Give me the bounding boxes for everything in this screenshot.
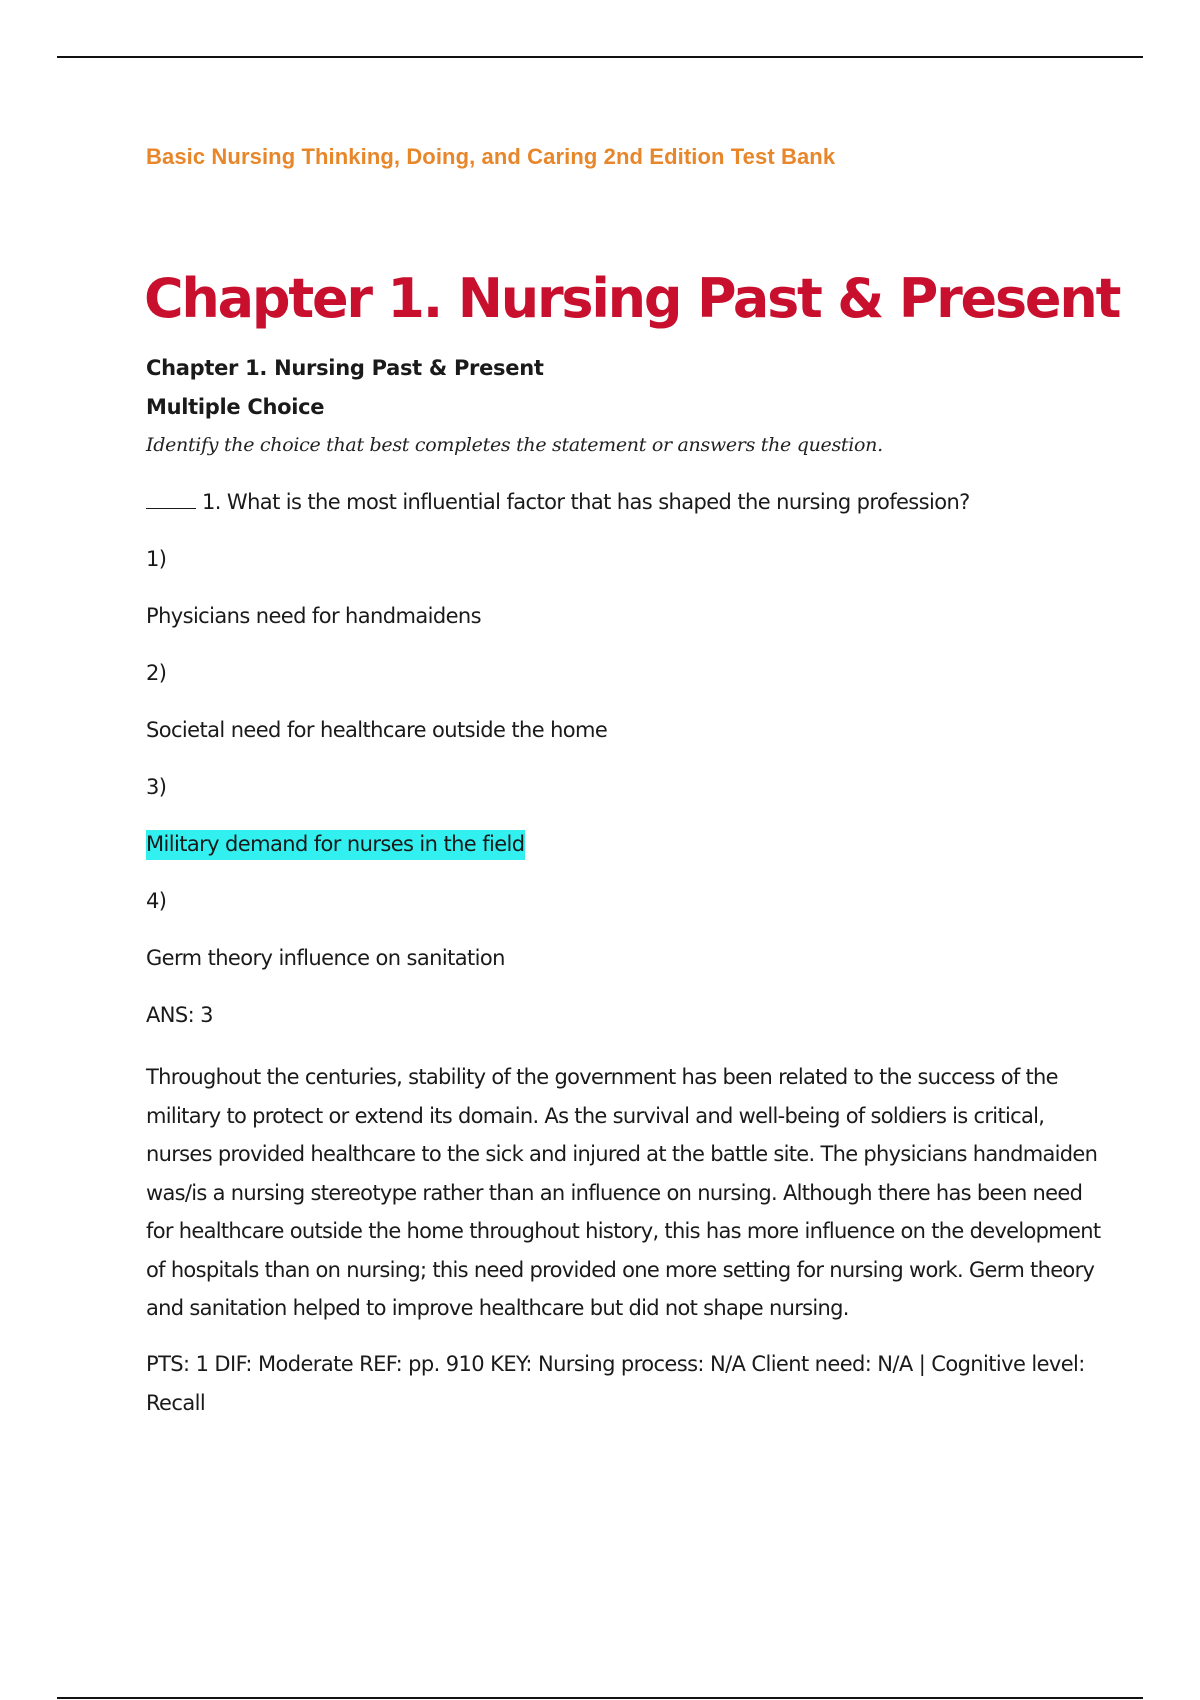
book-title: Basic Nursing Thinking, Doing, and Caring 2nd Edition Test Bank (146, 144, 836, 169)
top-rule (57, 56, 1143, 58)
option-text-3-highlighted: Military demand for nurses in the field (146, 830, 525, 860)
chapter-heading: Chapter 1. Nursing Past & Present (144, 267, 1120, 330)
chapter-subheading: Chapter 1. Nursing Past & Present (146, 356, 544, 380)
option-text-2: Societal need for healthcare outside the home (146, 718, 608, 742)
option-text-1: Physicians need for handmaidens (146, 604, 481, 628)
option-label-1: 1) (146, 547, 167, 571)
option-text-4: Germ theory influence on sanitation (146, 946, 505, 970)
question-line (146, 490, 970, 514)
option-label-3: 3) (146, 775, 167, 799)
rationale-paragraph: Throughout the centuries, stability of the government has been related to the success of the military to protect or extend its domain. As the survival and well-being of soldiers is critical, nurses provided healthcare to the sick and injured at the battle site. The physicians handmaiden was/is a nursing stereotype rather than an influence on nursing. Although there has been need for healthcare outside the home throughout history, this has more influence on the development of hospitals than on nursing; this need provided one more setting for nursing work. Germ theory and sanitation helped to improve healthcare but did not shape nursing. (146, 1065, 1101, 1320)
bottom-rule (57, 1697, 1143, 1699)
option-text-3-container (146, 832, 525, 856)
question-text: What is the most influential factor that has shaped the nursing profession? (226, 490, 970, 514)
section-heading: Multiple Choice (146, 395, 325, 419)
option-label-2: 2) (146, 661, 167, 685)
answer-blank (146, 490, 196, 509)
question-number: 1. (202, 490, 221, 514)
option-label-4: 4) (146, 889, 167, 913)
answer-key: ANS: 3 (146, 1003, 213, 1027)
question-metadata: PTS: 1 DIF: Moderate REF: pp. 910 KEY: Nursing process: N/A Client need: N/A | Cognitive level: Recall (146, 1352, 1085, 1415)
instructions-text: Identify the choice that best completes the statement or answers the question. (146, 434, 883, 456)
